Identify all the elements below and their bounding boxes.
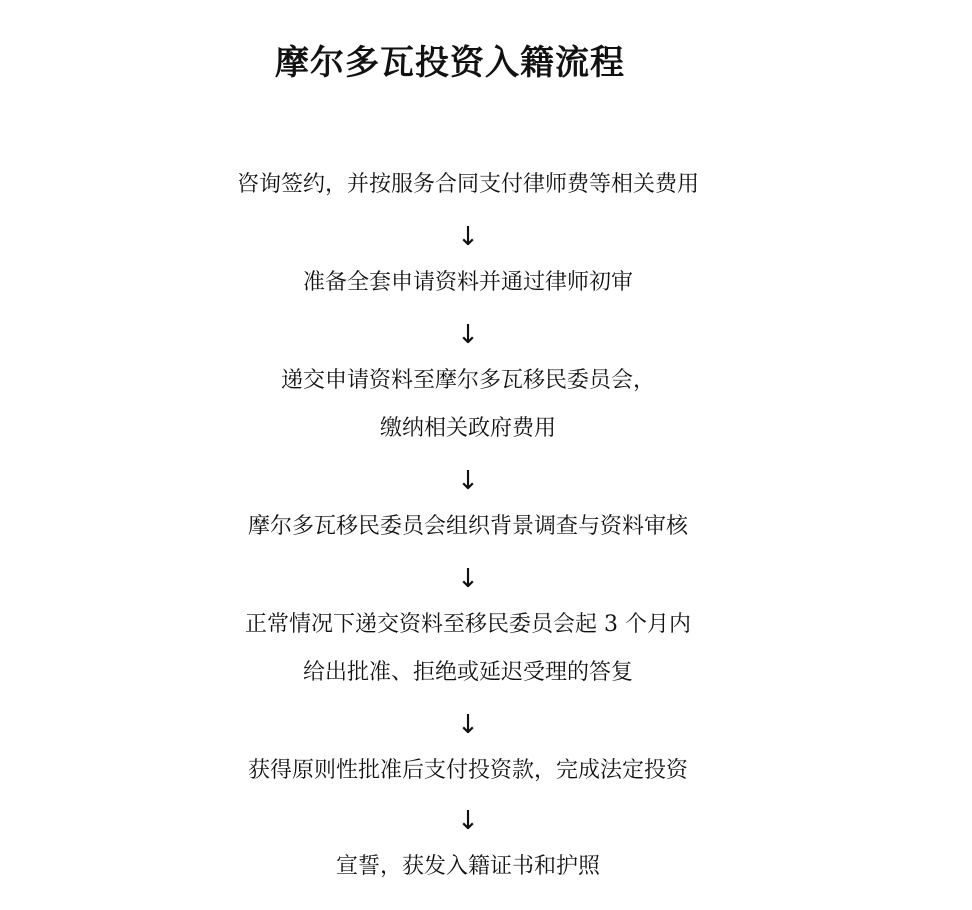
- step-4-line-1: 摩尔多瓦移民委员会组织背景调查与资料审核: [247, 514, 688, 539]
- step-3-line-1: 递交申请资料至摩尔多瓦移民委员会，: [280, 368, 655, 393]
- step-6-line-1: 获得原则性批准后支付投资款，完成法定投资: [247, 758, 688, 783]
- down-arrow-icon: ↓: [457, 806, 479, 836]
- step-1-line-1: 咨询签约，并按服务合同支付律师费等相关费用: [236, 172, 699, 197]
- page-title: 摩尔多瓦投资入籍流程: [275, 43, 625, 83]
- down-arrow-icon: ↓: [457, 222, 479, 252]
- down-arrow-icon: ↓: [457, 320, 479, 350]
- step-2-line-1: 准备全套申请资料并通过律师初审: [302, 270, 633, 295]
- step-5-line-2: 给出批准、拒绝或延迟受理的答复: [302, 660, 633, 685]
- step-3-line-2: 缴纳相关政府费用: [379, 416, 556, 441]
- down-arrow-icon: ↓: [457, 466, 479, 496]
- step-5-line-1: 正常情况下递交资料至移民委员会起 3 个月内: [245, 612, 691, 637]
- step-7-line-1: 宣誓，获发入籍证书和护照: [335, 854, 600, 879]
- down-arrow-icon: ↓: [457, 564, 479, 594]
- down-arrow-icon: ↓: [457, 710, 479, 740]
